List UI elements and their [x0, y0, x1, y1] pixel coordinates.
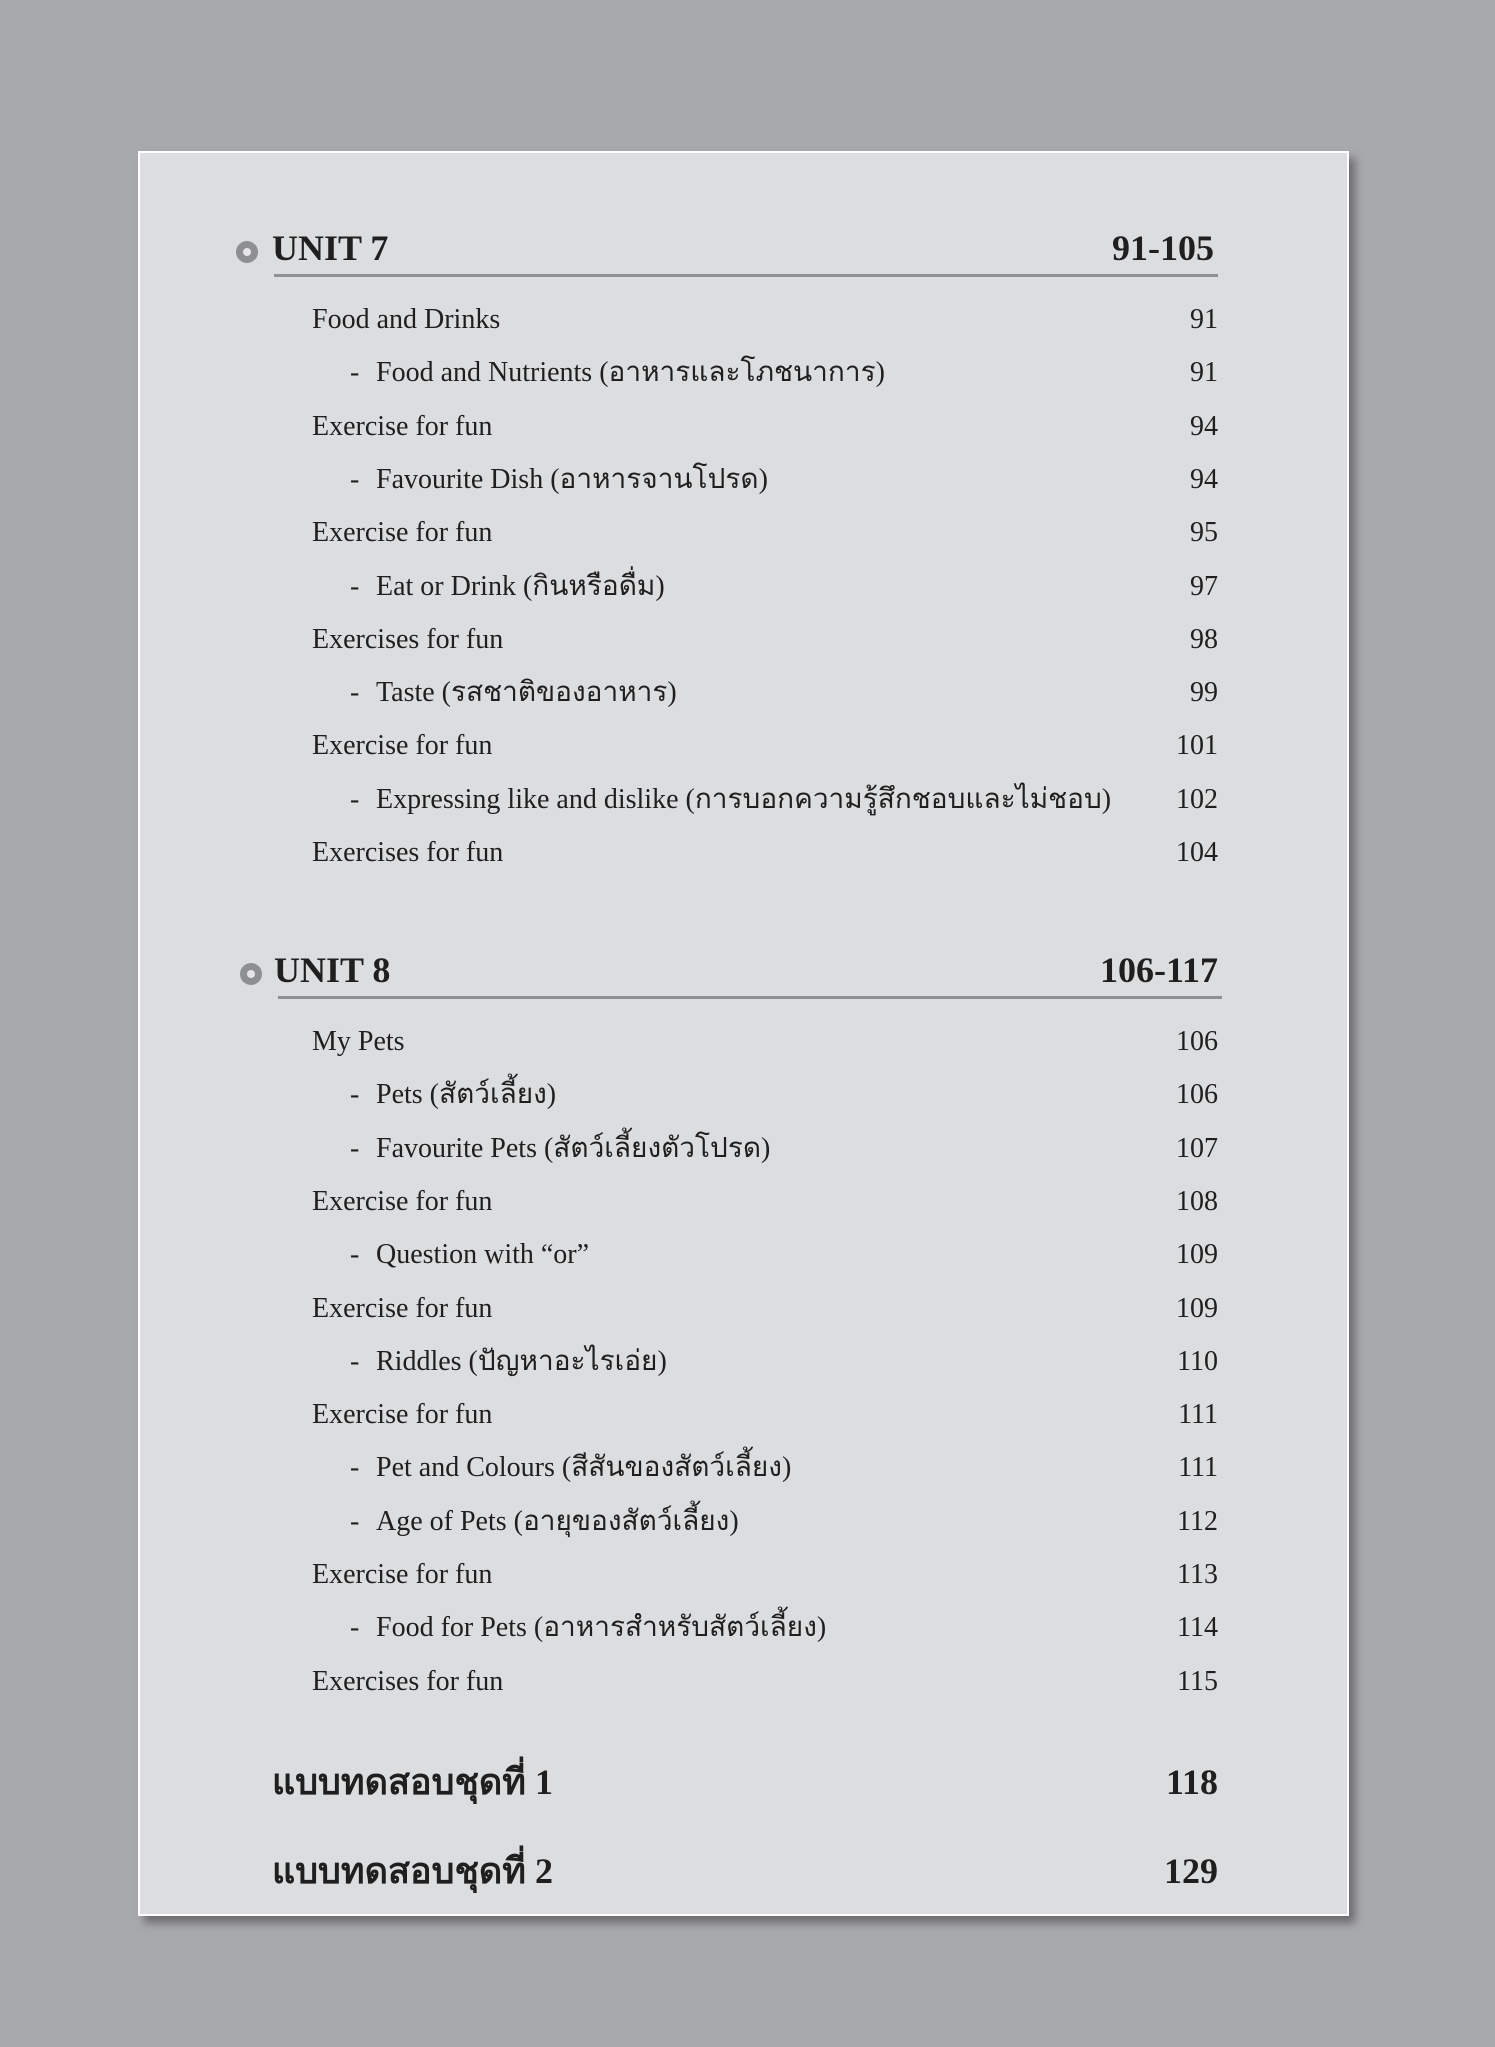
entry-title: Question with “or”: [376, 1239, 590, 1270]
toc-subentry: [350, 1075, 1218, 1115]
subentry-dash: -: [350, 677, 360, 708]
toc-page: [138, 151, 1349, 1916]
toc-entry: [312, 833, 1218, 873]
entry-title: Expressing like and dislike (การบอกความรู้สึกชอบและไม่ชอบ): [376, 784, 1112, 815]
entry-title: Food and Drinks: [312, 304, 501, 335]
entry-page-number: 101: [1176, 730, 1218, 761]
toc-entry: [312, 300, 1218, 340]
entry-title: Exercise for fun: [312, 411, 493, 442]
subentry-dash: -: [350, 464, 360, 495]
toc-subentry: [350, 673, 1218, 713]
test-set-1-row: [272, 1757, 1218, 1807]
subentry-dash: -: [350, 1346, 360, 1377]
subentry-dash: -: [350, 1506, 360, 1537]
entry-page-number: 108: [1176, 1186, 1218, 1217]
entry-page-number: 106: [1176, 1026, 1218, 1057]
entry-page-number: 111: [1178, 1452, 1218, 1483]
entry-title: Exercise for fun: [312, 1399, 493, 1430]
unit-7-header: [140, 228, 1347, 288]
entry-title: Exercises for fun: [312, 837, 504, 868]
entry-page-number: 114: [1177, 1612, 1218, 1643]
entry-title: Riddles (ปัญหาอะไรเอ่ย): [376, 1346, 667, 1377]
entry-title: Exercise for fun: [312, 1293, 493, 1324]
toc-subentry: [350, 780, 1218, 820]
entry-title: Exercises for fun: [312, 1666, 504, 1697]
entry-title: Exercise for fun: [312, 1186, 493, 1217]
toc-subentry: [350, 1129, 1218, 1169]
toc-subentry: [350, 353, 1218, 393]
unit-divider: [278, 996, 1222, 999]
toc-subentry: [350, 1502, 1218, 1542]
entry-page-number: 91: [1190, 357, 1218, 388]
unit-8-header: [140, 950, 1347, 1010]
entry-page-number: 91: [1190, 304, 1218, 335]
entry-title: Favourite Pets (สัตว์เลี้ยงตัวโปรด): [376, 1133, 771, 1164]
subentry-dash: -: [350, 357, 360, 388]
entry-page-number: 107: [1176, 1133, 1218, 1164]
entry-title: Exercise for fun: [312, 730, 493, 761]
entry-title: Pet and Colours (สีสันของสัตว์เลี้ยง): [376, 1452, 792, 1483]
entry-title: Exercises for fun: [312, 624, 504, 655]
entry-page-number: 115: [1177, 1666, 1218, 1697]
entry-page-number: 97: [1190, 571, 1218, 602]
entry-title: Exercise for fun: [312, 1559, 493, 1590]
subentry-dash: -: [350, 1079, 360, 1110]
test-title: แบบทดสอบชุดที่ 2: [272, 1851, 554, 1891]
toc-entry: [312, 1289, 1218, 1329]
entry-title: Food for Pets (อาหารสำหรับสัตว์เลี้ยง): [376, 1612, 827, 1643]
bullet-icon: [240, 963, 262, 985]
entry-page-number: 99: [1190, 677, 1218, 708]
unit-divider: [274, 274, 1218, 277]
entry-page-number: 95: [1190, 517, 1218, 548]
entry-title: Taste (รสชาติของอาหาร): [376, 677, 677, 708]
test-set-2-row: [272, 1846, 1218, 1896]
entry-page-number: 109: [1176, 1293, 1218, 1324]
toc-subentry: [350, 1235, 1218, 1275]
entry-page-number: 102: [1176, 784, 1218, 815]
toc-subentry: [350, 1448, 1218, 1488]
test-page-number: 118: [1165, 1762, 1218, 1802]
toc-subentry: [350, 1342, 1218, 1382]
subentry-dash: -: [350, 784, 360, 815]
subentry-dash: -: [350, 1133, 360, 1164]
unit-title: UNIT 7: [272, 228, 389, 268]
unit-page-range: 91-105: [1112, 228, 1214, 268]
entry-title: Favourite Dish (อาหารจานโปรด): [376, 464, 768, 495]
toc-subentry: [350, 460, 1218, 500]
toc-entry: [312, 1182, 1218, 1222]
entry-title: Exercise for fun: [312, 517, 493, 548]
entry-page-number: 109: [1176, 1239, 1218, 1270]
entry-page-number: 94: [1190, 464, 1218, 495]
entry-page-number: 112: [1177, 1506, 1218, 1537]
test-page-number: 129: [1164, 1851, 1218, 1891]
test-title: แบบทดสอบชุดที่ 1: [272, 1762, 554, 1802]
toc-entry: [312, 1395, 1218, 1435]
entry-title: Age of Pets (อายุของสัตว์เลี้ยง): [376, 1506, 739, 1537]
subentry-dash: -: [350, 1452, 360, 1483]
subentry-dash: -: [350, 1239, 360, 1270]
subentry-dash: -: [350, 1612, 360, 1643]
toc-entry: [312, 1022, 1218, 1062]
entry-page-number: 106: [1176, 1079, 1218, 1110]
entry-title: Eat or Drink (กินหรือดื่ม): [376, 571, 665, 602]
unit-title: UNIT 8: [274, 950, 391, 990]
entry-title: Pets (สัตว์เลี้ยง): [376, 1079, 557, 1110]
toc-entry: [312, 726, 1218, 766]
toc-subentry: [350, 1608, 1218, 1648]
toc-entry: [312, 513, 1218, 553]
entry-page-number: 113: [1177, 1559, 1218, 1590]
entry-page-number: 111: [1178, 1399, 1218, 1430]
bullet-icon: [236, 241, 258, 263]
entry-page-number: 94: [1190, 411, 1218, 442]
toc-subentry: [350, 567, 1218, 607]
entry-page-number: 110: [1177, 1346, 1218, 1377]
subentry-dash: -: [350, 571, 360, 602]
toc-entry: [312, 1662, 1218, 1702]
entry-title: Food and Nutrients (อาหารและโภชนาการ): [376, 357, 885, 388]
entry-page-number: 98: [1190, 624, 1218, 655]
toc-entry: [312, 1555, 1218, 1595]
entry-page-number: 104: [1176, 837, 1218, 868]
entry-title: My Pets: [312, 1026, 405, 1057]
unit-page-range: 106-117: [1099, 950, 1218, 990]
toc-entry: [312, 407, 1218, 447]
toc-entry: [312, 620, 1218, 660]
